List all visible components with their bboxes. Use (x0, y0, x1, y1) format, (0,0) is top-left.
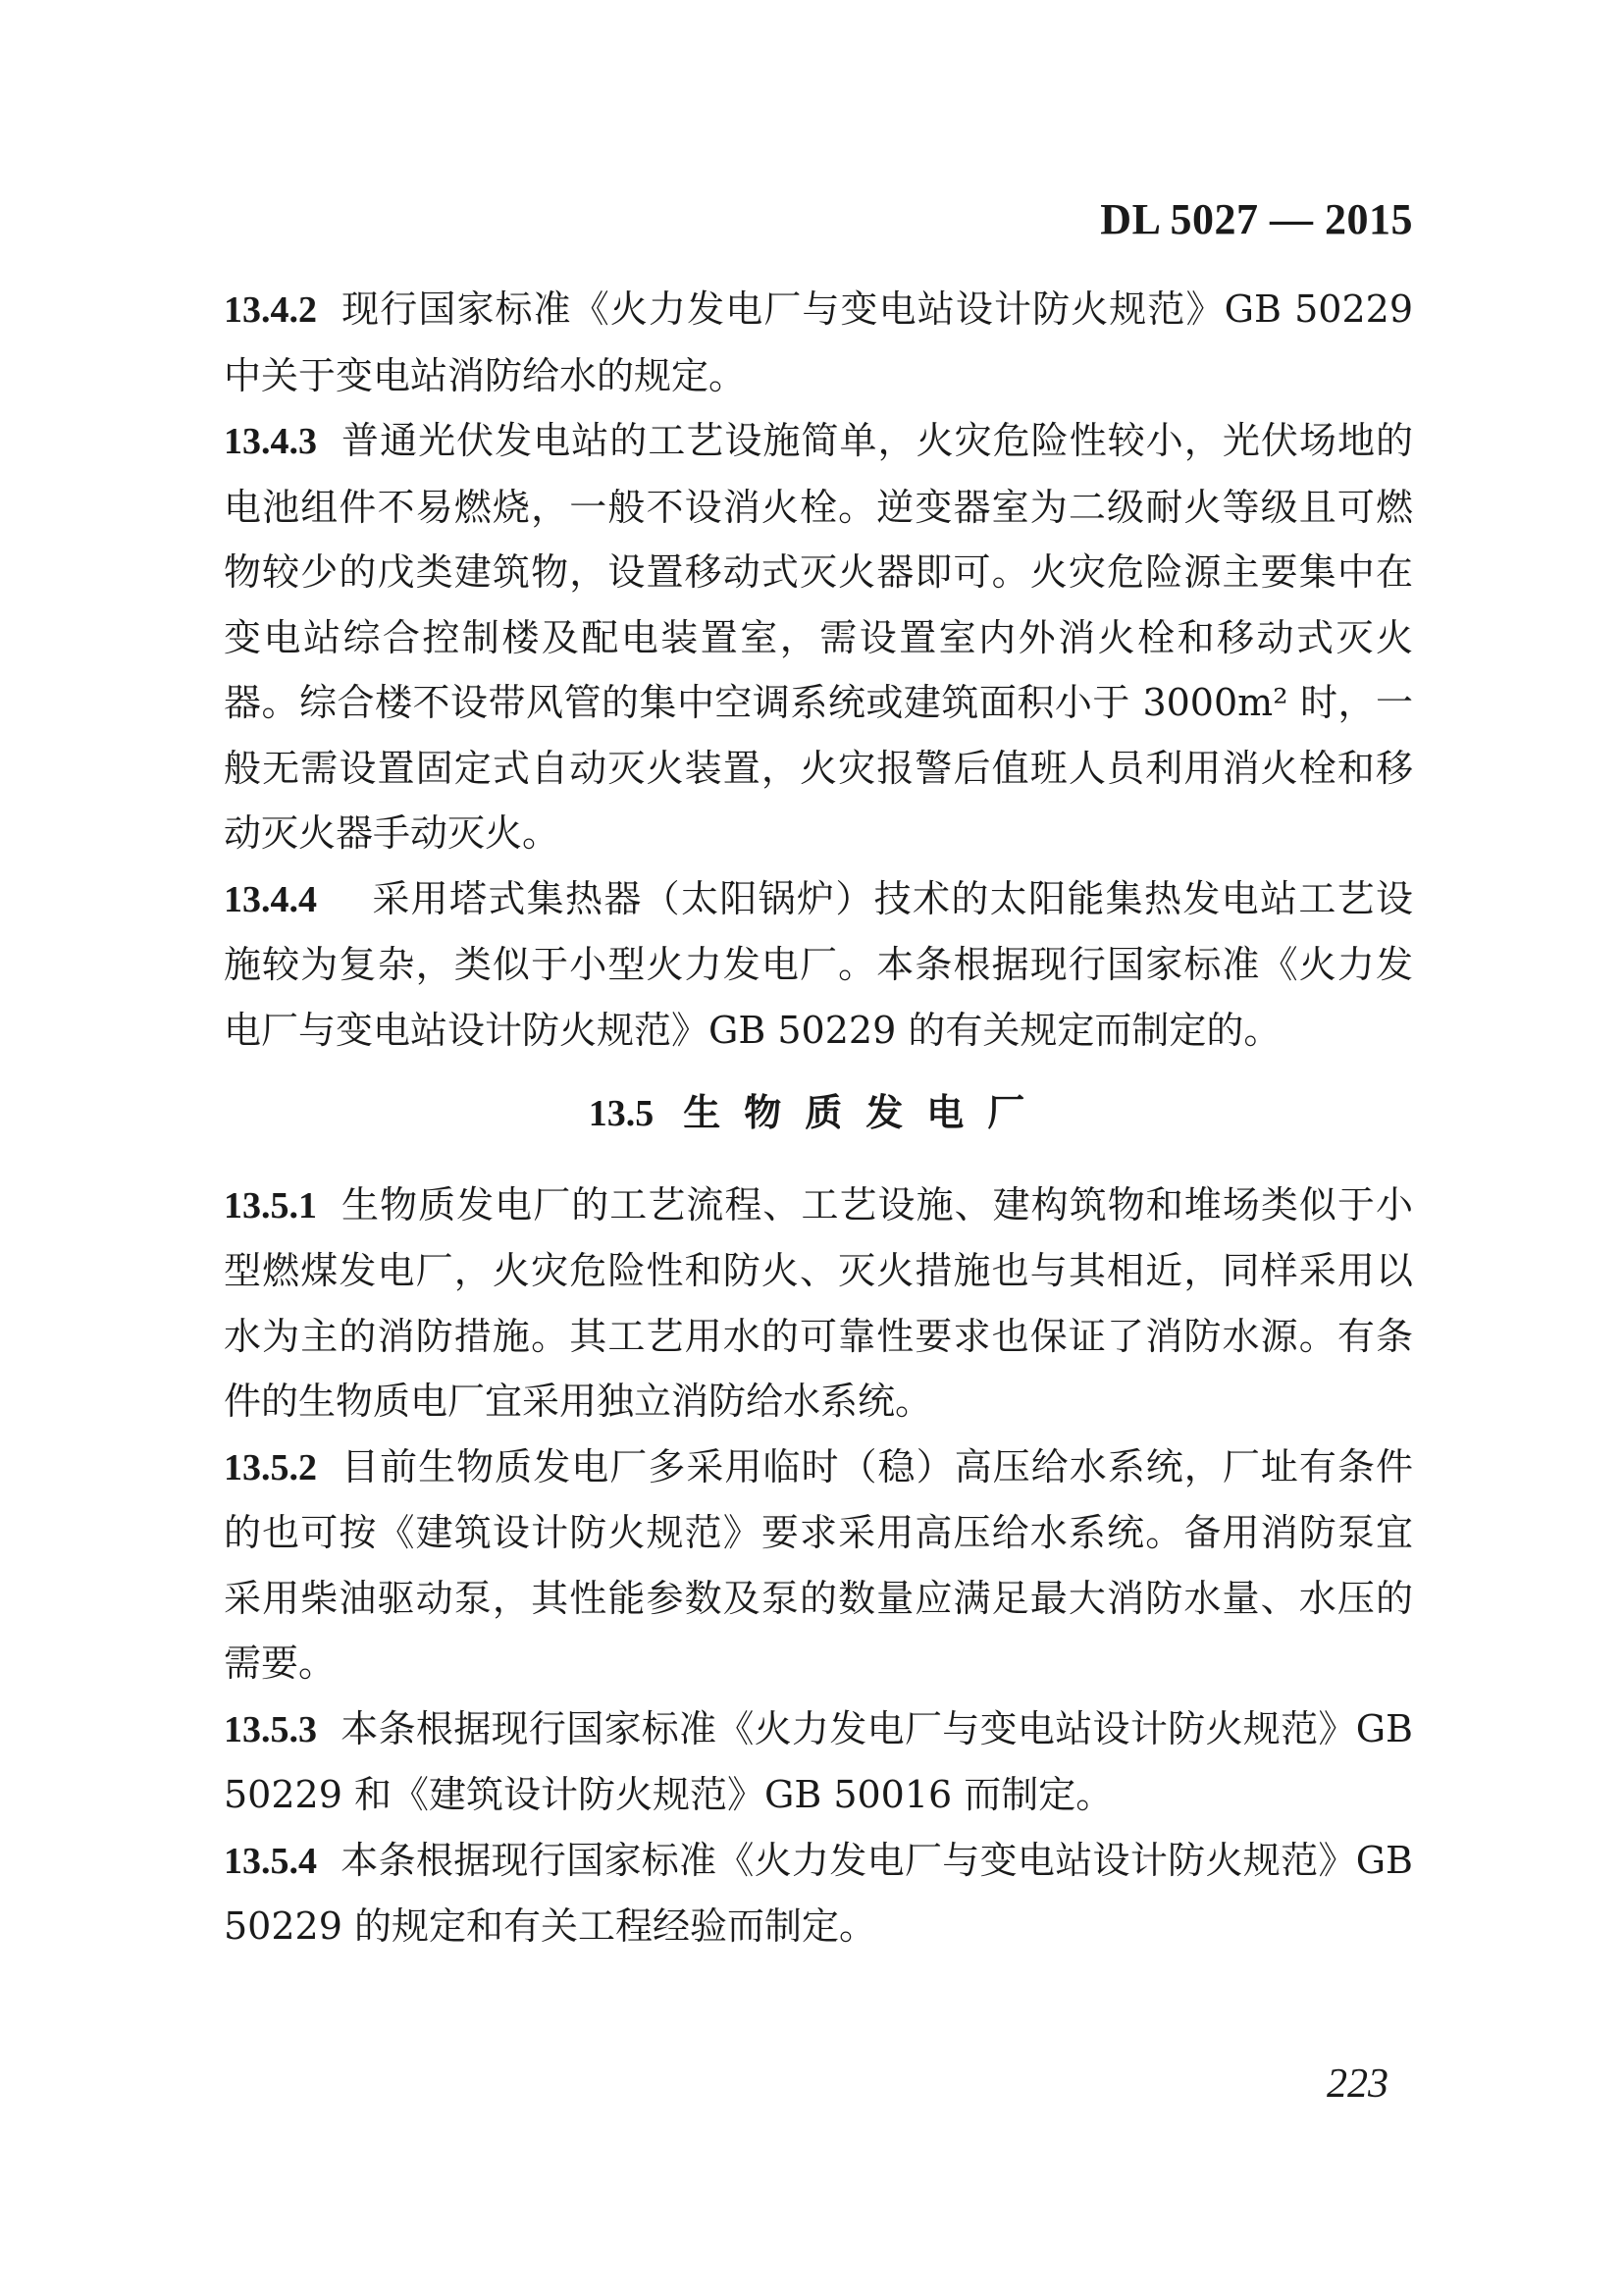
clause-13-4-2 (224, 277, 1413, 408)
clause-text: 采用塔式集热器（太阳锅炉）技术的太阳能集热发电站工艺设施较为复杂，类似于小型火力发电厂。本条根据现行国家标准《火力发电厂与变电站设计防火规范》GB 50229 的有关规定而制定的。 (224, 876, 1413, 1052)
clause-number: 13.5.3 (224, 1708, 317, 1750)
section-title-text: 生物质发电厂 (683, 1090, 1049, 1134)
clause-number: 13.5.4 (224, 1840, 317, 1882)
clause-13-5-2 (224, 1434, 1413, 1696)
clause-number: 13.4.4 (224, 878, 317, 920)
clause-number: 13.4.2 (224, 289, 317, 331)
clause-13-5-3 (224, 1696, 1413, 1828)
page-content (224, 277, 1413, 1959)
clause-13-5-1 (224, 1173, 1413, 1434)
clause-13-4-3 (224, 408, 1413, 866)
clause-text: 本条根据现行国家标准《火力发电厂与变电站设计防火规范》GB 50229 的规定和有关工程经验而制定。 (224, 1838, 1413, 1948)
clause-number: 13.5.2 (224, 1446, 317, 1488)
clause-13-5-4 (224, 1828, 1413, 1959)
clause-text: 生物质发电厂的工艺流程、工艺设施、建构筑物和堆场类似于小型燃煤发电厂，火灾危险性和防火、灭火措施也与其相近，同样采用以水为主的消防措施。其工艺用水的可靠性要求也保证了消防水源。有条件的生物质电厂宜采用独立消防给水系统。 (224, 1182, 1413, 1423)
clause-text: 目前生物质发电厂多采用临时（稳）高压给水系统，厂址有条件的也可按《建筑设计防火规范》要求采用高压给水系统。备用消防泵宜采用柴油驱动泵，其性能参数及泵的数量应满足最大消防水量、水压的需要。 (224, 1444, 1413, 1685)
section-number: 13.5 (588, 1093, 655, 1134)
section-heading (224, 1080, 1413, 1147)
clause-number: 13.5.1 (224, 1184, 317, 1226)
clause-text: 本条根据现行国家标准《火力发电厂与变电站设计防火规范》GB 50229 和《建筑设计防火规范》GB 50016 而制定。 (224, 1706, 1413, 1816)
clause-text: 现行国家标准《火力发电厂与变电站设计防火规范》GB 50229 中关于变电站消防给水的规定。 (224, 287, 1413, 397)
page-number: 223 (1327, 2061, 1388, 2107)
clause-text: 普通光伏发电站的工艺设施简单，火灾危险性较小，光伏场地的电池组件不易燃烧，一般不设消火栓。逆变器室为二级耐火等级且可燃物较少的戊类建筑物，设置移动式灭火器即可。火灾危险源主要集中在变电站综合控制楼及配电装置室，需设置室内外消火栓和移动式灭火器。综合楼不设带风管的集中空调系统或建筑面积小于 3000m² 时，一般无需设置固定式自动灭火装置，火灾报警后值班人员利用消火栓和移动灭火器手动灭火。 (224, 419, 1413, 855)
clause-13-4-4 (224, 866, 1413, 1064)
clause-number: 13.4.3 (224, 421, 317, 462)
standard-code-header: DL 5027 — 2015 (1100, 195, 1413, 243)
